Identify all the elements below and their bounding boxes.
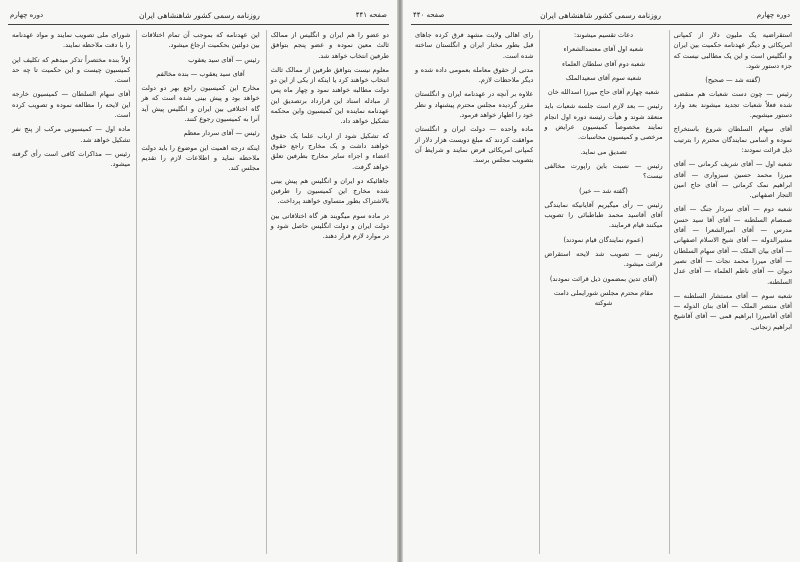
paragraph: رئیس — تصویب شد لایحه استقراض قرائت میشود. [544,250,663,269]
paragraph: دعات تقسیم میشوند: [573,31,634,39]
column [266,30,389,554]
paragraph: رئیس — آقای سردار معظم [183,129,260,138]
paragraph: شعبه سوم — آقای مستشار السلطنه — آقای منتصر الملک — آقای بنان الدوله — آقای آقامیرزا ابراهیم قمی — آقای آقاشیخ ابراهیم زنجانی. [673,291,792,331]
paragraph: جاهائیکه دو ایران و انگلیس هم پیش بینی شده مخارج این کمیسیون را طرفین بالاشتراک بطور متساوی خواهند پرداخت. [270,176,389,206]
paragraph: (گفته شد — خیر) [579,186,628,195]
header-rule [411,24,792,25]
paragraph: آقای سید یعقوب — بنده مخالفم [156,69,245,78]
page-number: صفحه ۴۴۰ [413,11,445,19]
paragraph: تصدیق می نماید. [580,147,627,156]
column [411,30,533,554]
paragraph: رئیس — آقای سید یعقوب [188,55,260,64]
page-header [10,8,387,22]
paragraph: رئیس — نسبت باین راپورت مخالفی نیست؟ [544,161,663,181]
paragraph: این عهدنامه که بموجب آن تمام اختلافات بین دولتین بحکمیت ارجاع میشود. [141,31,260,50]
column [8,30,130,554]
paragraph: اینکه درجه اهمیت این موضوع را باید دولت ملاحظه نماید و اطلاعات لازم را تقدیم مجلس کند. [141,143,260,173]
paragraph: شورای ملی تصویب نمایند و مواد عهدنامه را با دقت ملاحظه نمایند. [12,31,131,50]
paragraph: رئیس — بعد لازم است جلسه شعبات باید منعقد شوند و هیأت رئیسه دوره اول انجام نمایند مخصوصاً کمیسیون عرایض و مرخصی و کمیسیون محاسبات. [544,102,663,142]
paragraph: (آقای تدین بمضمون ذیل قرائت نمودند) [549,274,658,283]
paragraph: آقای سهام السلطان شروع باستخراج نموده و اسامی نمایندگان محترم را بترتیب ذیل قرائت نمودند: [673,125,792,154]
header-rule [8,24,389,25]
issue-label: دوره چهارم [10,11,44,19]
paragraph: مخارج این کمیسیون راجع بهر دو دولت خواهد بود و پیش بینی شده است که هر گاه اختلافی بین ایران و انگلیس پیش آید آنرا به کمیسیون رجوع کنند. [141,84,260,124]
page-number: صفحه ۴۴۱ [355,11,387,19]
paragraph: رئیس — رأی میگیریم آقایانیکه نمایندگی آقای آقاسید محمد طباطبائی را تصویب میکنند قیام فرمایند. [544,200,663,230]
right-page [403,0,800,562]
paragraph: استقراضیه یک ملیون دلار از کمپانی امریکائی و دیگر عهدنامه حکمیت بین ایران و انگلیس است و این یک مطالبی نیست که جزء دستور شود. [673,31,792,70]
paragraph: شعبه اول آقای معتمدالشعراء [563,45,644,54]
paragraph: که تشکیل شود از ارباب علما یک حقوق خواهند داشت و یک مخارج راجع حقوق اعضاء و اجزاء سایر مخارج بطرفین تعلق خواهد گرفت. [270,131,389,171]
left-page [0,0,397,562]
paragraph: مدتی از حقوق معامله بعمومی داده شده و دیگر ملاحظات لازم. [415,65,534,85]
paragraph: رئیس — چون دست شعبات هم منقضی شده فعلاً شعبات تجدید میشوند بعد وارد دستور میشویم. [673,90,792,120]
column [136,30,259,554]
paragraph: شعبه چهارم آقای حاج میرزا اسدالله خان [547,88,660,97]
paragraph: علاوه بر آنچه در عهدنامه ایران و انگلستان مقرر گردیده مجلس محترم پیشنهاد و نظر خود را اظهار خواهد فرمود. [415,90,534,120]
paragraph: ماده واحده — دولت ایران و انگلستان موافقت کردند که مبلغ دویست هزار دلار از کمپانی امریکائی قرض نمایند و شرایط آن بتصویب مجلس برسد. [415,125,534,165]
paragraph: اولاً بنده مختصراً تذکر میدهم که تکلیف این کمیسیون چیست و این حکمیت تا چه حد است. [12,55,131,85]
text-columns [411,30,792,554]
paragraph: آقای سهام السلطان — کمیسیون خارجه این لایحه را مطالعه نموده و تصویب کرده است. [12,90,131,120]
paragraph: شعبه دوم — آقای سردار جنگ — آقای صمصام السلطنه — آقای آقا سید حسن مدرس — آقای امیرالشعرا — آقای مشیرالدوله — آقای شیخ الاسلام اصفهانی — آقای بیان الملک — آقای سهام السلطان — آقای میرزا محمد نجات — آقای نصیر دیوان — آقای ناظم العلماء — آقای عدل السلطنه. [673,205,792,286]
paragraph: در ماده سوم میگویند هر گاه اختلافاتی بین دولت ایران و دولت انگلیس حاصل شود و در موارد لازم قرار دهند. [270,211,389,241]
paragraph: شعبه سوم آقای سعیدالملک [565,73,642,82]
paragraph: شعبه دوم آقای سلطان العلماء [561,59,646,68]
newspaper-title: روزنامه رسمی کشور شاهنشاهی ایران [138,10,260,20]
column [539,30,662,554]
paragraph: مقام محترم مجلس شورایملی دامت شوکته [553,288,654,308]
newspaper-title: روزنامه رسمی کشور شاهنشاهی ایران [540,10,662,20]
paragraph: دو عضو را هم ایران و انگلیس از ممالک ثالث معین نموده و عضو پنجم بتوافق طرفین انتخاب خواهد شد. [270,31,389,60]
paragraph: (عموم نمایندگان قیام نمودند) [563,235,644,244]
paragraph: معلوم نیست بتوافق طرفین از ممالک ثالث انتخاب خواهند کرد یا اینکه از یکی از این دو دولت مطالبه خواهند نمود و چهار ماه پس از مبادله اسناد این قرارداد برتصدیق این عهدنامه نماینده این کمیسیون واین محکمه تشکیل خواهد داد. [270,65,389,126]
paragraph: شعبه اول — آقای شریف کرمانی — آقای میرزا محمد حسین سبزواری — آقای ابراهیم نمک کرمانی — آقای حاج امین التجار اصفهانی. [673,160,792,200]
paragraph: رای اهالی ولایت مشهد فرق کرده جاهای قبل بطور مختار ایران و انگلستان ساخته شده است. [415,31,534,60]
paragraph: (گفته شد — صحیح) [705,76,761,85]
column [669,30,792,554]
paragraph: رئیس — مذاکرات کافی است رأی گرفته میشود. [12,149,131,169]
page-header [413,8,790,22]
paragraph: ماده اول — کمیسیونی مرکب از پنج نفر تشکیل خواهد شد. [12,125,131,144]
text-columns [8,30,389,554]
issue-label: دوره چهارم [756,11,790,19]
